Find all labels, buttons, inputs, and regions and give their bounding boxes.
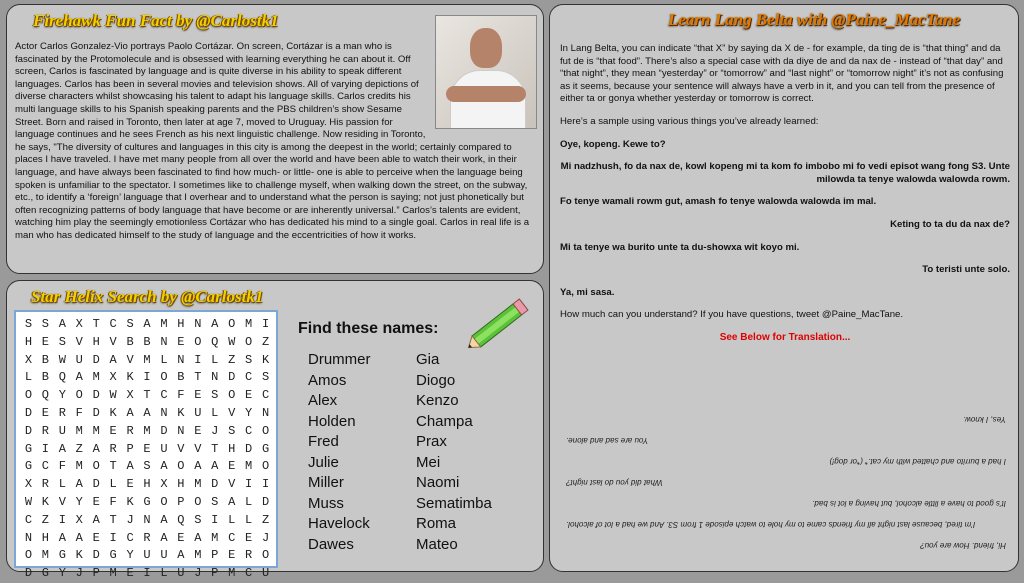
grid-letter[interactable]: M [245,317,253,331]
name-item: Roma [416,515,457,532]
grid-letter[interactable]: G [24,459,33,474]
grid-letter[interactable]: V [194,441,202,456]
grid-letter[interactable]: C [245,370,253,385]
name-item: Alex [308,392,338,409]
grid-letter[interactable]: C [126,530,134,545]
grid-letter[interactable]: B [126,334,134,349]
grid-letter[interactable]: Y [245,405,253,420]
grid-letter[interactable]: H [228,441,236,456]
grid-letter[interactable]: A [92,512,100,527]
grid-letter[interactable]: N [143,512,151,527]
grid-letter[interactable]: E [245,530,253,545]
grid-letter[interactable]: Y [75,494,83,509]
grid-letter[interactable]: S [211,494,219,509]
grid-letter[interactable]: S [261,370,270,385]
grid-row [20,512,274,530]
grid-letter[interactable]: O [228,388,236,403]
grid-letter[interactable]: E [245,388,253,403]
grid-letter[interactable]: S [58,334,66,349]
grid-letter[interactable]: S [228,423,236,438]
grid-letter[interactable]: A [58,317,66,331]
grid-letter[interactable]: D [92,388,100,403]
grid-letter[interactable]: O [228,317,236,331]
grid-letter[interactable]: A [75,477,83,492]
grid-letter[interactable]: L [109,477,117,492]
grid-row [20,352,274,370]
grid-letter[interactable]: K [126,370,134,385]
grid-row [20,405,274,423]
belta-line: Ya, mi sasa. [560,286,615,298]
grid-letter[interactable]: K [41,494,49,509]
grid-letter[interactable]: A [58,530,66,545]
grid-letter[interactable]: E [194,423,202,438]
belta-line: Keting to ta du da nax de? [890,218,1010,230]
names-list-column-2 [416,350,492,555]
grid-letter[interactable]: N [211,370,219,385]
grid-letter[interactable]: D [24,405,33,420]
grid-letter[interactable]: V [109,334,117,349]
grid-letter[interactable]: O [261,423,270,438]
grid-letter[interactable]: I [211,512,219,527]
grid-letter[interactable]: X [75,512,83,527]
grid-letter[interactable]: D [92,548,100,563]
grid-row [20,423,274,441]
grid-letter[interactable]: K [126,494,134,509]
grid-letter[interactable]: U [75,352,83,367]
grid-letter[interactable]: O [160,370,168,385]
grid-letter[interactable]: Y [58,388,66,403]
grid-letter[interactable]: Q [177,512,185,527]
grid-letter[interactable]: R [41,477,49,492]
grid-letter[interactable]: T [143,388,151,403]
grid-letter[interactable]: H [177,477,185,492]
grid-letter[interactable]: X [24,477,33,492]
belta-line: Fo tenye wamali rowm gut, amash fo tenye walowda walowda im mal. [560,196,877,208]
grid-letter[interactable]: M [194,477,202,492]
grid-letter[interactable]: C [160,388,168,403]
grid-letter[interactable]: V [177,441,185,456]
grid-letter[interactable]: P [177,494,185,509]
actor-photo [435,15,537,129]
grid-letter[interactable]: G [24,441,33,456]
grid-letter[interactable]: O [24,548,33,563]
grid-letter[interactable]: H [143,477,151,492]
grid-letter[interactable]: Q [211,334,219,349]
fun-fact-text-block [15,41,537,243]
grid-row [20,494,274,512]
grid-letter[interactable]: L [245,512,253,527]
grid-letter[interactable]: I [58,512,66,527]
belta-intro: In Lang Belta, you can indicate “that X” by saying da X de - for example, da ting de is “that thing” and da fut de is “that food”. There’s also a special case with da diye de and da nax de - instead of “that day” and “that night”, they mean “yesterday” or “tomorrow” and “last night” or “tomorrow night” it’s not as confusing as it seems, because your sentence will always have a verb in it, and you can tell from the presence of either ta or gonya whether yesterday or tomorrow is correct. [560,43,1004,105]
translation-line: I had a burrito and chatted with my cat.* (*or dog!) [829,457,1006,466]
grid-letter[interactable]: O [75,388,83,403]
grid-letter[interactable]: G [58,548,66,563]
fun-fact-body: Actor Carlos Gonzalez-Vio portrays Paolo Cortázar. On screen, Cortázar is a man who is fascinated by the Protomolecule and is obsessed with learning everything he can about it. Off screen, Carlos is fascinated by language and is quite diverse in his ability to speak different languages. Carlos has been in several movies and television shows. All of varying depictions of diverse characters whilst showcasing his talent to adapt his language skills. Carlos credits his multi language skills to his Spanish speaking parents and the PBS children’s show Sesame Street. Born and raised in Toronto, then later at age 7, moved to Uruguay. His passion for language continues and he sees French as his next linguistic challenge. Now residing in Toronto, he says, "The diversity of cultures and languages in this city is among the deepest in the world; certainly compared to places I have traveled. I have met many people from all over the world and have been able to watch their work, in their language, and have always been fascinated to find how much- or little- one is able to perceive when the language being spoken is unfamiliar to the spectator. I sometimes like to challenge myself, when walking down the street, on the subway, etc., to identify a ‘foreign’ language that I overhear and to understand what the person is saying; not just phonetically but often recognizing patterns of body language that have become or are inherently universal.” Carlos’s talents are evident, watching him play the seemingly emotionless Cortázar who has dedicated his mind to a single goal. Carlos in real life is a man who has dedicated himself to the study of language and the eccentricities of how it works. [15,41,530,241]
grid-letter[interactable]: K [109,405,117,420]
grid-letter[interactable]: O [177,459,185,474]
grid-letter[interactable]: F [58,459,66,474]
grid-letter[interactable]: N [160,405,168,420]
name-item: Diogo [416,371,456,389]
grid-letter[interactable]: I [143,566,151,581]
grid-letter[interactable]: E [92,494,100,509]
grid-letter[interactable]: N [177,423,185,438]
grid-letter[interactable]: S [211,388,219,403]
grid-letter[interactable]: N [24,530,33,545]
grid-letter[interactable]: M [92,423,100,438]
word-search-grid[interactable] [14,310,278,581]
fun-fact-title: Firehawk Fun Fact by @Carlostk1 [33,11,279,30]
grid-letter[interactable]: O [261,459,270,474]
grid-letter[interactable]: Y [126,548,134,563]
grid-row [20,565,274,583]
grid-letter[interactable]: F [75,405,83,420]
grid-letter[interactable]: T [92,317,100,331]
grid-letter[interactable]: I [261,477,270,492]
find-names-heading: Find these names: [298,320,439,337]
grid-letter[interactable]: A [194,530,202,545]
grid-letter[interactable]: S [143,459,151,474]
grid-letter[interactable]: V [58,494,66,509]
see-below-note: See Below for Translation... [719,331,851,343]
grid-letter[interactable]: P [211,566,219,581]
grid-letter[interactable]: T [109,512,117,527]
grid-letter[interactable]: M [160,317,168,331]
grid-letter[interactable]: L [24,370,33,385]
lang-belta-panel [549,4,1019,572]
belta-line: To teristi unte solo. [922,264,1010,276]
grid-letter[interactable]: Z [75,441,83,456]
translation-line: I’m tired, because last night all my friends came to my hole to watch episode 1 from S3. And we had a lot of alcohol. [566,520,976,529]
grid-letter[interactable]: V [75,334,83,349]
grid-letter[interactable]: L [211,352,219,367]
grid-letter[interactable]: A [228,494,236,509]
translation-line: Yes, I know. [963,415,1006,424]
grid-letter[interactable]: M [41,548,49,563]
grid-letter[interactable]: D [245,441,253,456]
translation-line: You are sad and alone. [566,436,649,445]
grid-letter[interactable]: I [261,317,270,331]
name-item: Muss [308,494,344,512]
name-item: Sematimba [416,494,492,512]
grid-letter[interactable]: Z [261,512,270,527]
grid-letter[interactable]: K [261,352,270,367]
name-item: Kenzo [416,392,459,409]
grid-letter[interactable]: H [177,317,185,331]
grid-letter[interactable]: D [92,352,100,367]
grid-letter[interactable]: E [41,405,49,420]
grid-letter[interactable]: O [194,334,202,349]
name-item: Mei [416,453,441,471]
grid-letter[interactable]: Z [261,334,270,349]
name-item: Mateo [416,535,458,553]
grid-letter[interactable]: C [261,388,270,403]
grid-row [20,369,274,387]
grid-letter[interactable]: D [92,477,100,492]
translation-line: What did you do last night? [566,478,663,487]
grid-letter[interactable]: O [245,334,253,349]
grid-letter[interactable]: U [261,566,270,581]
grid-letter[interactable]: Q [41,388,49,403]
grid-letter[interactable]: A [126,405,134,420]
grid-letter[interactable]: A [143,317,151,331]
grid-letter[interactable]: P [92,566,100,581]
name-item: Drummer [308,351,371,368]
grid-letter[interactable]: N [194,317,202,331]
names-list-column-1 [308,350,371,555]
grid-letter[interactable]: Y [58,566,66,581]
grid-letter[interactable]: E [177,530,185,545]
grid-letter[interactable]: M [245,459,253,474]
lang-belta-content [560,43,1010,355]
grid-letter[interactable]: O [24,388,33,403]
grid-letter[interactable]: T [194,370,202,385]
grid-letter[interactable]: V [228,405,236,420]
grid-letter[interactable]: M [194,548,202,563]
grid-letter[interactable]: B [41,352,49,367]
grid-letter[interactable]: B [143,334,151,349]
grid-letter[interactable]: D [24,566,33,581]
grid-letter[interactable]: G [109,548,117,563]
grid-letter[interactable]: H [92,334,100,349]
translation-line: Hi, friend. How are you? [920,541,1006,550]
grid-letter[interactable]: O [160,494,168,509]
grid-row [20,441,274,459]
grid-letter[interactable]: E [228,459,236,474]
belta-line: Mi nadzhush, fo da nax de, kowl kopeng mi ta kom fo imbobo mi fo vedi episot wang fong S3. Unte milowda ta tenye walowda walowda rowm. [560,161,1010,185]
grid-letter[interactable]: C [24,512,33,527]
grid-letter[interactable]: A [126,459,134,474]
grid-letter[interactable]: E [143,441,151,456]
grid-letter[interactable]: M [143,352,151,367]
grid-letter[interactable]: A [211,459,219,474]
grid-letter[interactable]: K [177,405,185,420]
grid-letter[interactable]: G [41,566,49,581]
grid-letter[interactable]: A [75,530,83,545]
word-search-title: Star Helix Search by @Carlostk1 [31,287,264,306]
name-item: Holden [308,412,356,430]
grid-letter[interactable]: J [75,566,83,581]
grid-letter[interactable]: P [126,441,134,456]
grid-letter[interactable]: J [261,530,270,545]
grid-letter[interactable]: J [211,423,219,438]
name-item: Gia [416,351,440,368]
grid-letter[interactable]: O [92,459,100,474]
fun-fact-panel [6,4,544,274]
grid-letter[interactable]: L [211,405,219,420]
grid-row [20,547,274,565]
grid-letter[interactable]: I [143,370,151,385]
grid-letter[interactable]: A [143,405,151,420]
grid-letter[interactable]: X [75,317,83,331]
name-item: Champa [416,412,473,430]
grid-letter[interactable]: R [126,423,134,438]
grid-letter[interactable]: M [75,423,83,438]
grid-letter[interactable]: I [109,530,117,545]
grid-letter[interactable]: S [41,317,49,331]
grid-letter[interactable]: D [160,423,168,438]
grid-letter[interactable]: H [24,334,33,349]
grid-letter[interactable]: Z [41,512,49,527]
grid-letter[interactable]: X [160,477,168,492]
grid-letter[interactable]: U [177,566,185,581]
grid-letter[interactable]: V [126,352,134,367]
grid-letter[interactable]: M [211,530,219,545]
grid-letter[interactable]: X [126,388,134,403]
grid-letter[interactable]: E [109,423,117,438]
grid-letter[interactable]: E [92,530,100,545]
grid-letter[interactable]: P [211,548,219,563]
grid-row [20,334,274,352]
grid-letter[interactable]: D [261,494,270,509]
grid-letter[interactable]: R [109,441,117,456]
grid-row [20,476,274,494]
grid-letter[interactable]: A [58,441,66,456]
name-item: Dawes [308,535,354,553]
grid-letter[interactable]: N [177,352,185,367]
grid-letter[interactable]: L [228,512,236,527]
grid-letter[interactable]: M [92,370,100,385]
grid-letter[interactable]: U [58,423,66,438]
grid-letter[interactable]: U [160,548,168,563]
grid-letter[interactable]: C [245,566,253,581]
belta-outro: How much can you understand? If you have questions, tweet @Paine_MacTane. [560,309,904,321]
grid-letter[interactable]: E [126,477,134,492]
name-item: Amos [308,371,347,389]
grid-letter[interactable]: I [194,352,202,367]
grid-letter[interactable]: D [228,370,236,385]
belta-line: Oye, kopeng. Kewe to? [560,138,666,150]
grid-letter[interactable]: N [261,405,270,420]
grid-letter[interactable]: C [41,459,49,474]
grid-row [20,530,274,548]
grid-row [20,458,274,476]
grid-letter[interactable]: R [143,530,151,545]
grid-letter[interactable]: G [143,494,151,509]
lang-belta-title: Learn Lang Belta with @Paine_MacTane [668,10,961,29]
grid-letter[interactable]: I [245,477,253,492]
grid-letter[interactable]: A [92,441,100,456]
grid-letter[interactable]: S [245,352,253,367]
grid-letter[interactable]: L [58,477,66,492]
grid-letter[interactable]: W [58,352,66,367]
grid-letter[interactable]: W [24,494,33,509]
grid-letter[interactable]: I [41,441,49,456]
grid-letter[interactable]: D [92,405,100,420]
grid-letter[interactable]: B [41,370,49,385]
grid-letter[interactable]: T [211,441,219,456]
grid-letter[interactable]: N [160,334,168,349]
grid-letter[interactable]: A [160,512,168,527]
name-item: Miller [308,474,344,491]
grid-letter[interactable]: V [228,477,236,492]
grid-letter[interactable]: O [261,548,270,563]
grid-letter[interactable]: R [245,548,253,563]
grid-letter[interactable]: U [194,405,202,420]
grid-letter[interactable]: R [58,405,66,420]
translation-line: It’s good to have a little alcohol, but having a lot is bad. [812,499,1006,508]
grid-letter[interactable]: J [126,512,134,527]
name-item: Naomi [416,474,460,491]
belta-sample-intro: Here’s a sample using various things you’ve already learned: [560,115,819,127]
grid-letter[interactable]: C [245,423,253,438]
grid-letter[interactable]: A [75,370,83,385]
upside-down-translations [566,403,1006,550]
grid-letter[interactable]: S [24,317,33,331]
grid-letter[interactable]: M [109,566,117,581]
grid-letter[interactable]: F [109,494,117,509]
grid-letter[interactable]: C [228,530,236,545]
grid-letter[interactable]: E [177,334,185,349]
grid-letter[interactable]: A [160,459,168,474]
grid-letter[interactable]: C [109,317,117,331]
grid-letter[interactable]: W [109,388,117,403]
grid-letter[interactable]: F [177,388,185,403]
grid-letter[interactable]: A [211,317,219,331]
grid-letter[interactable]: Q [58,370,66,385]
grid-letter[interactable]: A [160,530,168,545]
grid-letter[interactable]: E [194,388,202,403]
grid-letter[interactable]: A [177,548,185,563]
grid-letter[interactable]: A [194,459,202,474]
grid-letter[interactable]: M [228,566,236,581]
name-item: Fred [308,433,339,450]
grid-letter[interactable]: X [24,352,33,367]
grid-letter[interactable]: D [24,423,33,438]
grid-letter[interactable]: T [109,459,117,474]
name-item: Havelock [308,515,370,532]
grid-letter[interactable]: S [194,512,202,527]
grid-letter[interactable]: E [228,548,236,563]
grid-letter[interactable]: E [126,566,134,581]
name-item: Prax [416,433,447,450]
grid-letter[interactable]: M [143,423,151,438]
grid-letter[interactable]: K [75,548,83,563]
grid-row [20,387,274,405]
grid-letter[interactable]: A [109,352,117,367]
grid-letter[interactable]: J [194,566,202,581]
grid-letter[interactable]: G [261,441,270,456]
grid-letter[interactable]: D [211,477,219,492]
grid-letter[interactable]: L [160,352,168,367]
name-item: Julie [308,453,339,471]
grid-letter[interactable]: M [75,459,83,474]
grid-letter[interactable]: B [177,370,185,385]
grid-letter[interactable]: Z [228,352,236,367]
grid-letter[interactable]: L [160,566,168,581]
grid-letter[interactable]: U [143,548,151,563]
grid-letter[interactable]: E [41,334,49,349]
grid-letter[interactable]: H [41,530,49,545]
grid-letter[interactable]: U [160,441,168,456]
grid-letter[interactable]: R [41,423,49,438]
belta-line: Mi ta tenye wa burito unte ta du-showxa wit koyo mi. [560,241,800,253]
grid-letter[interactable]: O [194,494,202,509]
grid-letter[interactable]: X [109,370,117,385]
pencil-icon [460,288,540,358]
grid-letter[interactable]: S [126,317,134,331]
grid-row [20,316,274,334]
grid-letter[interactable]: W [228,334,236,349]
grid-letter[interactable]: L [245,494,253,509]
